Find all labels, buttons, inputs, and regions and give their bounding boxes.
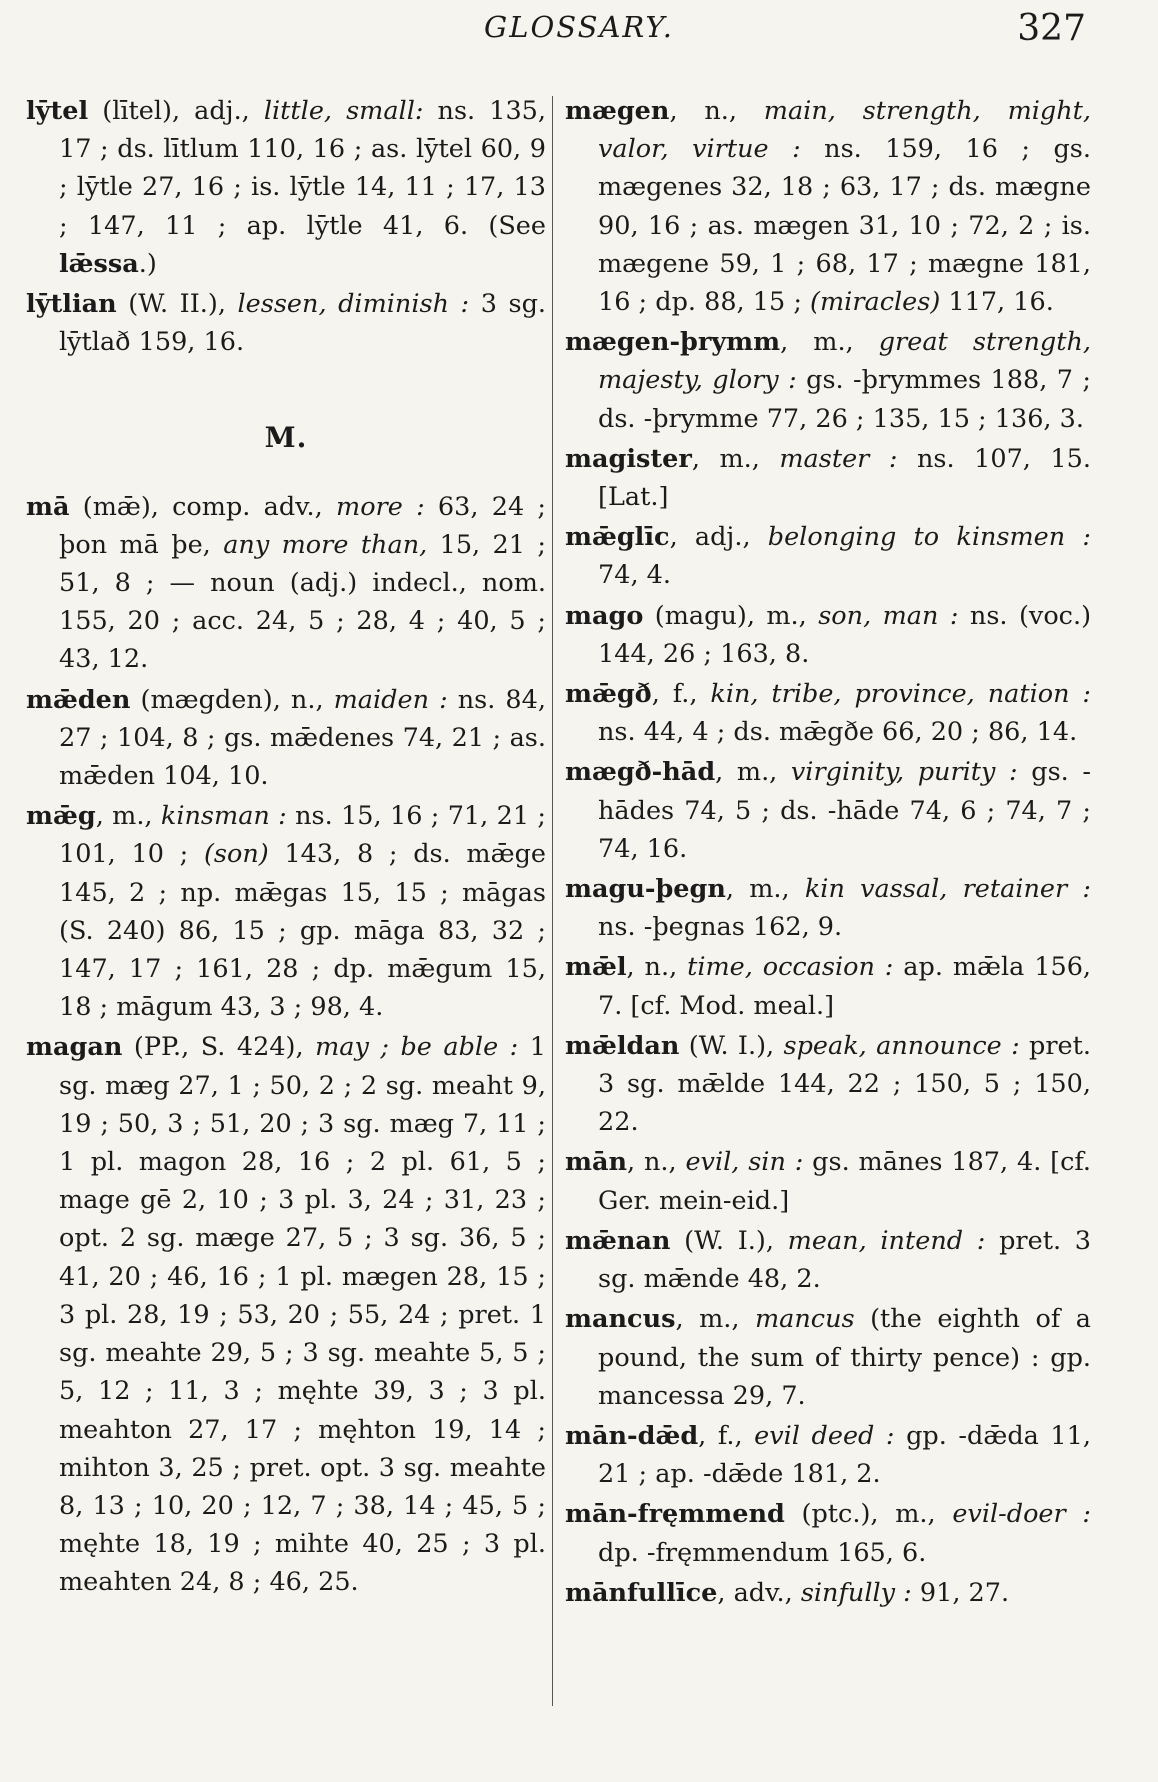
entry-citations: ns. (voc.) 144, 26 ; 163, 8. — [598, 600, 1092, 669]
column-divider — [552, 96, 553, 1706]
entry-citations: ns. 107, 15. [Lat.] — [598, 443, 1091, 513]
entry-grammar: (W. I.), — [670, 1225, 788, 1256]
headword: mān-fręmmend — [565, 1499, 785, 1530]
entry-gloss: more : — [336, 491, 425, 522]
glossary-entry — [565, 1300, 1091, 1415]
glossary-entry — [565, 948, 1091, 1024]
entry-grammar: , f., — [698, 1420, 755, 1451]
entry-gloss: maiden : — [333, 684, 448, 715]
headword: mancus — [565, 1304, 676, 1335]
headword: mānfullīce — [565, 1577, 718, 1608]
entry-citations: 63, 24 ; þon mā þe, — [59, 491, 546, 560]
headword: mǣglīc — [565, 522, 670, 553]
glossary-entry — [565, 1143, 1091, 1219]
right-entries — [565, 92, 1091, 1612]
glossary-entry — [26, 285, 546, 361]
entry-grammar: (magu), m., — [643, 600, 819, 631]
headword: mǣgð — [565, 679, 652, 710]
entry-gloss: speak, announce : — [783, 1030, 1020, 1061]
entry-gloss: kin, tribe, province, nation : — [710, 679, 1091, 710]
glossary-entry — [565, 753, 1091, 868]
entry-citations: gs. -þrymmes 188, 7 ; ds. -þrymme 77, 26 ; 135, 15 ; 136, 3. — [598, 365, 1091, 434]
glossary-entry — [565, 1027, 1091, 1142]
entry-citations: ns. 84, 27 ; 104, 8 ; gs. mǣdenes 74, 21 ; as. mǣden 104, 10. — [59, 684, 546, 792]
glossary-entry — [565, 1574, 1091, 1612]
entry-gloss: time, occasion : — [687, 952, 894, 983]
entry-citations: dp. -fręmmendum 165, 6. — [598, 1537, 927, 1568]
headword: mǣl — [565, 952, 627, 983]
glossary-entry — [26, 797, 546, 1026]
entry-gloss: son, man : — [818, 600, 959, 631]
headword: mǣden — [26, 684, 131, 715]
entry-citations: (the eighth of a pound, the sum of thirty pence) : gp. mancessa 29, 7. — [598, 1304, 1091, 1411]
entry-citations: ns. 15, 16 ; 71, 21 ; 101, 10 ; — [59, 801, 547, 870]
entry-grammar: (ptc.), m., — [784, 1499, 953, 1530]
entry-citations: ns. 44, 4 ; ds. mǣgðe 66, 20 ; 86, 14. — [598, 717, 1078, 748]
entry-citations: gs. -hādes 74, 5 ; ds. -hāde 74, 6 ; 74, 7 ; 74, 16. — [598, 757, 1092, 864]
glossary-entry — [565, 1417, 1091, 1493]
entry-gloss: main, strength, might, valor, virtue : — [598, 96, 1091, 165]
right-column — [565, 92, 1091, 1614]
entry-citations: pret. 3 sg. mǣnde 48, 2. — [598, 1225, 1091, 1295]
headword: magu-þegn — [565, 874, 726, 905]
entry-citations: ap. mǣla 156, 7. [cf. Mod. meal.] — [598, 952, 1092, 1021]
entry-grammar: (W. II.), — [116, 289, 238, 320]
left-entries-before — [26, 92, 546, 361]
entry-gloss: little, small: — [263, 96, 424, 126]
entry-grammar: , adv., — [717, 1577, 801, 1608]
entry-citations: 3 sg. lȳtlað 159, 16. — [59, 289, 546, 358]
entry-citations: ns. -þegnas 162, 9. — [598, 912, 843, 943]
glossary-entry — [565, 323, 1091, 438]
entry-grammar: (lītel), adj., — [88, 96, 264, 126]
entry-citations: 143, 8 ; ds. mǣge 145, 2 ; np. mǣgas 15, 15 ; māgas (S. 240) 86, 15 ; gp. māga 83, 32 ; 147, 17 ; 161, 28 ; dp. mǣgum 15, 18 ; māgum 43, 3 ; 98, 4. — [59, 839, 546, 1023]
headword: mān — [565, 1147, 628, 1178]
entry-gloss: evil-doer : — [952, 1499, 1092, 1530]
page-header — [0, 0, 1158, 76]
entry-grammar: , m., — [780, 327, 879, 358]
headword: mǣldan — [565, 1030, 680, 1061]
entry-gloss: evil deed : — [754, 1420, 895, 1451]
entry-gloss: evil, sin : — [685, 1147, 804, 1178]
glossary-entry — [26, 681, 546, 796]
section-letter: M. — [264, 421, 308, 455]
entry-gloss: virginity, purity : — [790, 757, 1018, 788]
entry-gloss: mancus — [754, 1304, 855, 1335]
entry-grammar: , n., — [669, 96, 764, 126]
entry-gloss: master : — [779, 443, 898, 474]
headword: mān-dǣd — [565, 1420, 699, 1451]
entry-grammar: (PP., S. 424), — [122, 1032, 316, 1063]
glossary-entry — [565, 440, 1091, 516]
entry-citations: 74, 4. — [598, 560, 671, 591]
entry-grammar: , m., — [675, 1304, 755, 1335]
entry-grammar: , m., — [725, 874, 805, 905]
glossary-entry — [565, 675, 1091, 751]
headword: lȳtel — [26, 96, 89, 126]
glossary-entry — [565, 1495, 1091, 1571]
left-column — [26, 92, 546, 1604]
entry-grammar: , adj., — [669, 522, 768, 553]
entry-citations: ns. 135, 17 ; ds. lītlum 110, 16 ; as. lȳtel 60, 9 ; lȳtle 27, 16 ; is. lȳtle 14, 11 ; 17, 13 ; 147, 11 ; ap. lȳtle 41, 6. (See — [59, 96, 546, 241]
headword: mago — [565, 600, 644, 631]
headword: magister — [565, 443, 692, 474]
glossary-entry — [26, 1028, 546, 1601]
glossary-entry — [565, 597, 1091, 673]
entry-grammar: , m., — [95, 801, 161, 832]
running-title: GLOSSARY. — [484, 10, 674, 44]
entry-grammar: (mǣ), comp. adv., — [69, 491, 337, 522]
page-number: 327 — [1017, 8, 1086, 49]
entry-citations: 1 sg. mæg 27, 1 ; 50, 2 ; 2 sg. meaht 9, 19 ; 50, 3 ; 51, 20 ; 3 sg. mæg 7, 11 ; 1 pl. magon 28, 16 ; 2 pl. 61, 5 ; mage gē 2, 10 ; 3 pl. 3, 24 ; 31, 23 ; opt. 2 sg. mæge 27, 5 ; 3 sg. 36, 5 ; 41, 20 ; 46, 16 ; 1 pl. mægen 28, 15 ; 3 pl. 28, 19 ; 53, 20 ; 55, 24 ; pret. 1 sg. meahte 29, 5 ; 3 sg. meahte 5, 5 ; 5, 12 ; 11, 3 ; męhte 39, 3 ; 3 pl. meahton 27, 17 ; męhton 19, 14 ; mihton 3, 25 ; pret. opt. 3 sg. meahte 8, 13 ; 10, 20 ; 12, 7 ; 38, 14 ; 45, 5 ; męhte 18, 19 ; mihte 40, 25 ; 3 pl. meahten 24, 8 ; 46, 25. — [59, 1032, 546, 1598]
glossary-entry — [565, 870, 1091, 946]
headword: mægen-þrymm — [565, 327, 781, 358]
entry-grammar: (mægden), n., — [130, 684, 334, 715]
glossary-entry — [565, 518, 1091, 594]
entry-citations: gs. mānes 187, 4. [cf. Ger. mein-eid.] — [598, 1147, 1091, 1216]
headword: lȳtlian — [26, 289, 117, 320]
headword: mǣg — [26, 801, 96, 832]
glossary-entry — [565, 92, 1091, 321]
glossary-entry — [26, 488, 546, 679]
entry-citations: .) — [138, 248, 157, 279]
entry-citations: gp. -dǣda 11, 21 ; ap. -dǣde 181, 2. — [598, 1420, 1091, 1490]
entry-grammar: , n., — [626, 952, 688, 983]
entry-gloss: may ; be able : — [315, 1032, 519, 1063]
entry-gloss: (son) — [203, 839, 269, 870]
entry-gloss: belonging to kinsmen : — [767, 522, 1091, 553]
entry-gloss: mean, intend : — [787, 1225, 986, 1256]
headword: mā — [26, 491, 70, 522]
entry-citations: pret. 3 sg. mǣlde 144, 22 ; 150, 5 ; 150, 22. — [598, 1030, 1091, 1138]
entry-gloss: great strength, majesty, glory : — [598, 327, 1091, 396]
glossary-entry — [26, 92, 546, 283]
entry-grammar: (W. I.), — [679, 1030, 784, 1061]
entry-gloss: lessen, diminish : — [237, 289, 470, 320]
headword: mægen — [565, 96, 670, 126]
headword: magan — [26, 1032, 123, 1063]
entry-gloss: kin vassal, retainer : — [804, 874, 1091, 905]
entry-grammar: , m., — [691, 443, 780, 474]
entry-gloss: kinsman : — [160, 801, 287, 832]
entry-grammar: , f., — [651, 679, 711, 710]
entry-gloss: (miracles) — [810, 287, 941, 318]
entry-citations: 91, 27. — [911, 1577, 1010, 1608]
entry-grammar: , n., — [627, 1147, 686, 1178]
entry-citations: 117, 16. — [940, 287, 1054, 318]
entry-gloss: sinfully : — [800, 1577, 912, 1608]
entry-cross-ref: lǣssa — [59, 248, 139, 279]
left-entries-after — [26, 488, 546, 1602]
headword: mægð-hād — [565, 757, 716, 788]
glossary-entry — [565, 1222, 1091, 1298]
entry-citations: 15, 21 ; 51, 8 ; — noun (adj.) indecl., nom. 155, 20 ; acc. 24, 5 ; 28, 4 ; 40, 5 ; 43, 12. — [59, 529, 546, 675]
entry-grammar: , m., — [715, 757, 791, 788]
entry-citations: ns. 159, 16 ; gs. mægenes 32, 18 ; 63, 17 ; ds. mægne 90, 16 ; as. mægen 31, 10 ; 72, 2 ; is. mægene 59, 1 ; 68, 17 ; mægne 181, 16 ; dp. 88, 15 ; — [598, 134, 1091, 318]
entry-gloss: any more than, — [223, 529, 428, 560]
headword: mǣnan — [565, 1225, 671, 1256]
